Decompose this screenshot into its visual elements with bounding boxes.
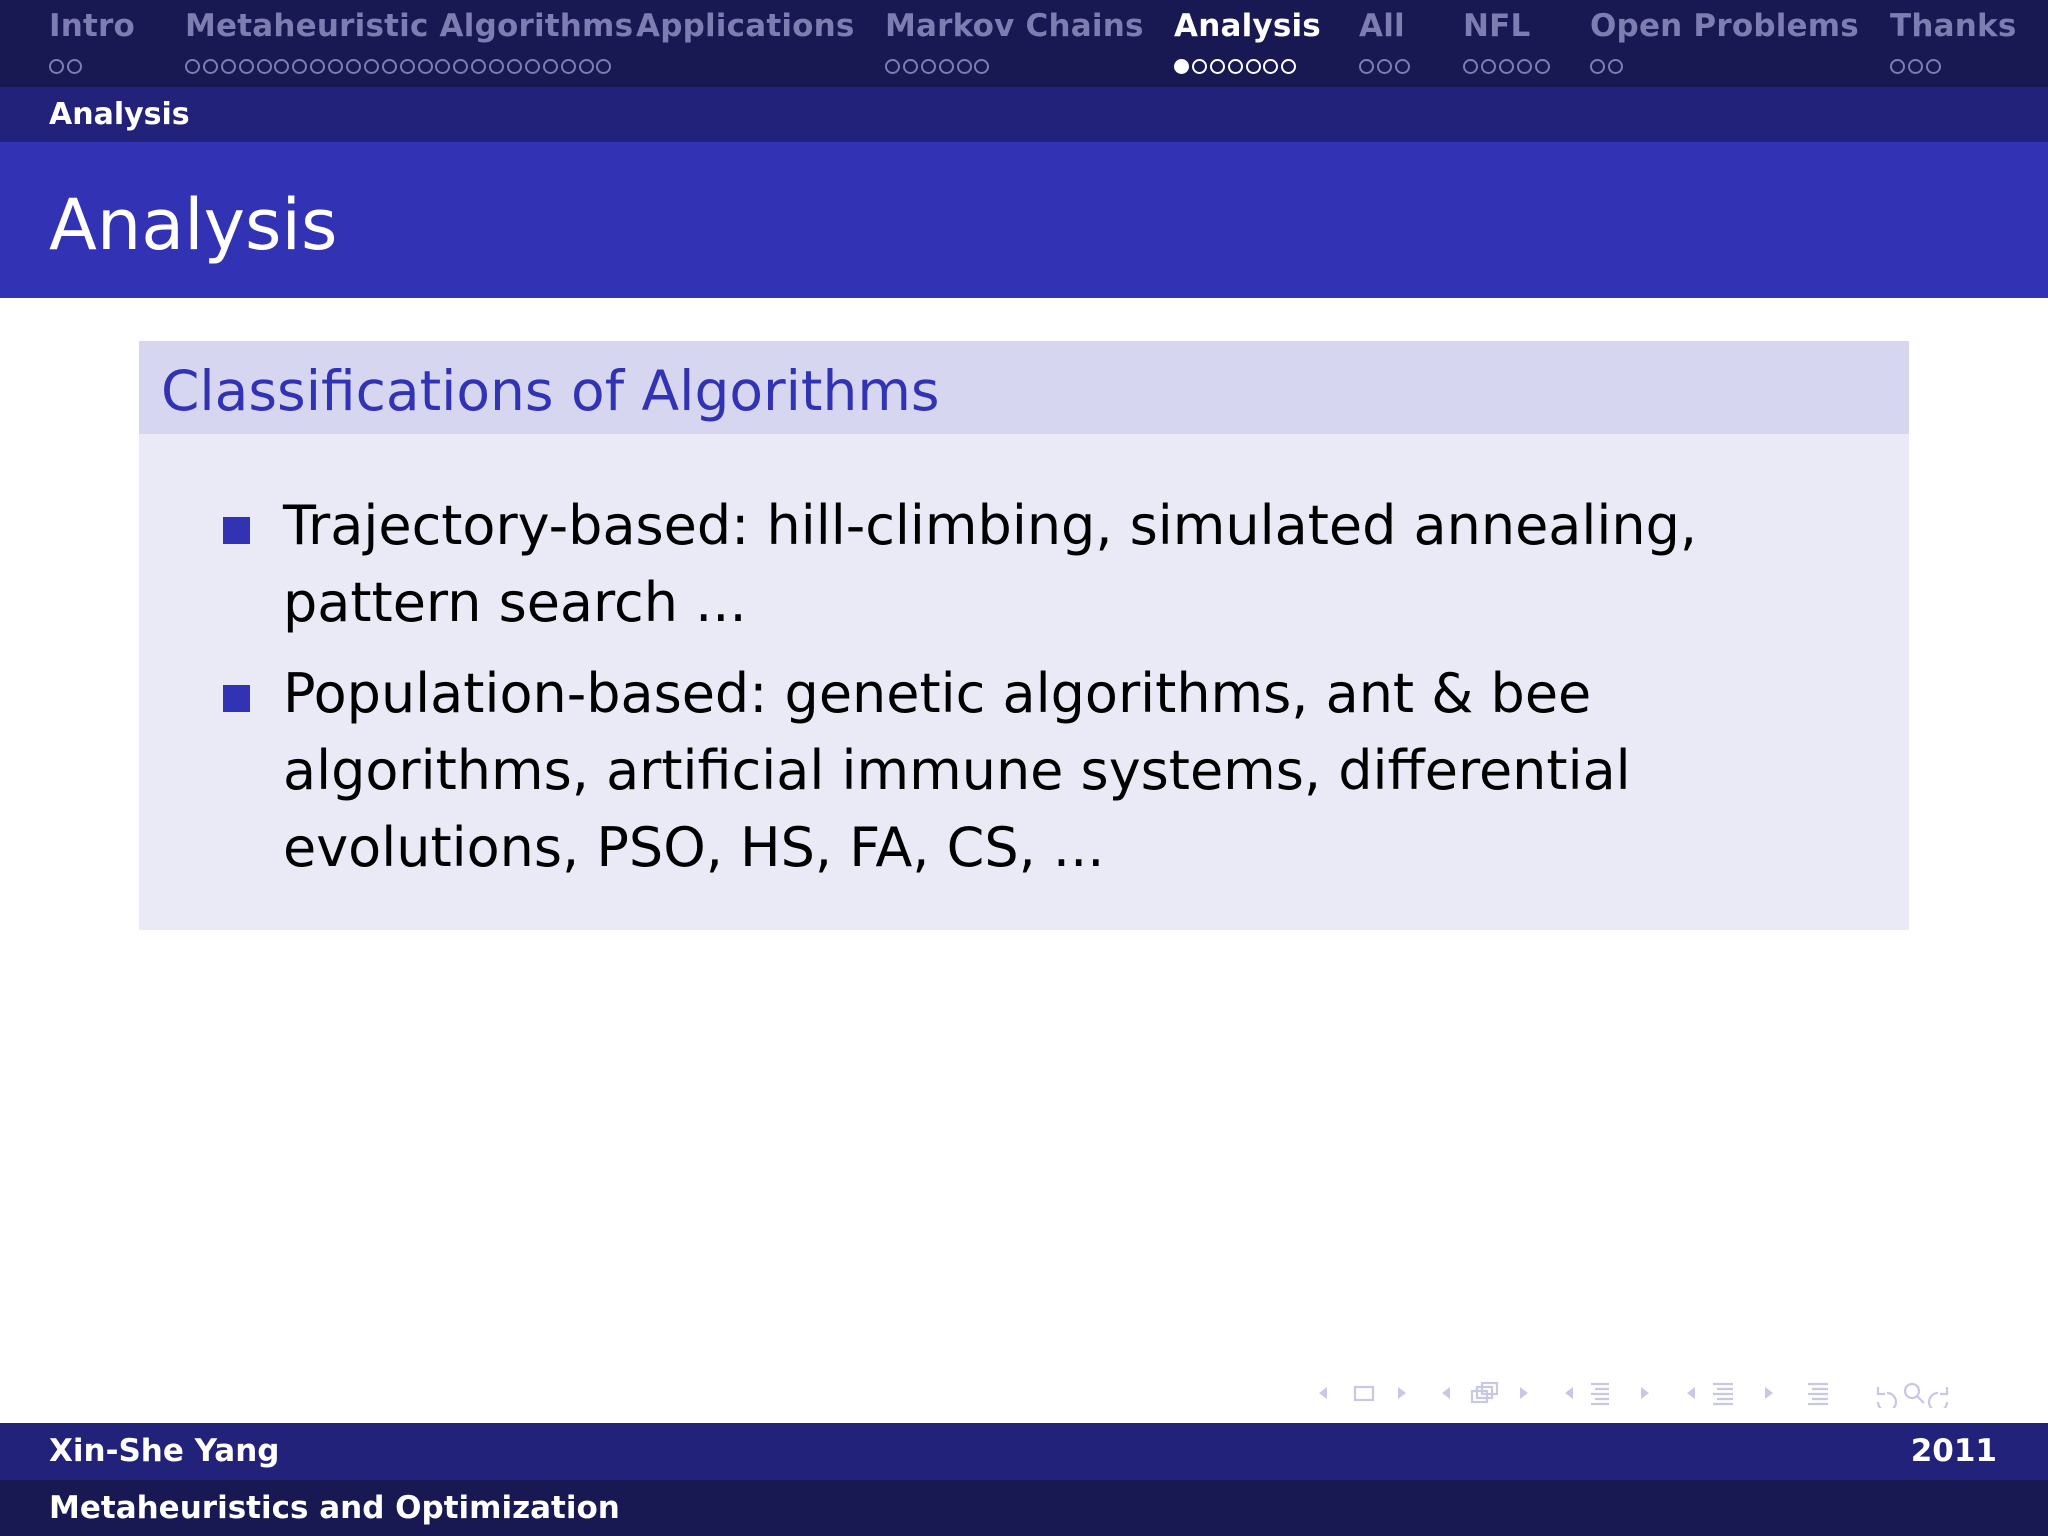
frame-dot[interactable] [310, 59, 325, 74]
frame-title-bar [0, 142, 2048, 298]
frame-dot[interactable] [400, 59, 415, 74]
frame-dot[interactable] [328, 59, 343, 74]
frame-dot[interactable] [579, 59, 594, 74]
square-bullet-icon [223, 517, 250, 544]
nav-label-nfl[interactable]: NFL [1463, 8, 1531, 44]
list-item-text: Trajectory-based: hill-climbing, simulated annealing, pattern search ... [283, 494, 1698, 634]
classification-block [139, 341, 1909, 930]
frame-dot[interactable] [1590, 59, 1605, 74]
frame-dot[interactable] [1263, 59, 1278, 74]
frame-dot[interactable] [1463, 59, 1478, 74]
appendix-icon[interactable] [1808, 1384, 1828, 1404]
frame-dot[interactable] [185, 59, 200, 74]
frame-dot[interactable] [903, 59, 918, 74]
frame-dot[interactable] [1499, 59, 1514, 74]
list-item [283, 655, 1863, 886]
frame-dot[interactable] [67, 59, 82, 74]
frame-dot[interactable] [274, 59, 289, 74]
footer-author: Xin-She Yang [49, 1433, 280, 1469]
undo-icon[interactable] [1878, 1387, 1896, 1408]
nav-label-all[interactable]: All [1359, 8, 1405, 44]
frame-dot[interactable] [49, 59, 64, 74]
frame-dot[interactable] [1174, 59, 1189, 74]
frame-dot[interactable] [525, 59, 540, 74]
frame-dot[interactable] [1908, 59, 1923, 74]
frame-icon[interactable] [1355, 1387, 1373, 1400]
frame-dot[interactable] [561, 59, 576, 74]
frame-dot[interactable] [221, 59, 236, 74]
document-nav-icon[interactable] [1687, 1384, 1773, 1404]
search-icon[interactable] [1905, 1384, 1924, 1403]
frame-dot[interactable] [382, 59, 397, 74]
frame-dot[interactable] [418, 59, 433, 74]
nav-label-open-problems[interactable]: Open Problems [1590, 8, 1859, 44]
beamer-navigation-symbols [1315, 1378, 2035, 1408]
frame-nav-icon[interactable] [1319, 1387, 1406, 1400]
subsection-bar [0, 87, 2048, 142]
frame-dot[interactable] [435, 59, 450, 74]
nav-dots-intro [49, 56, 85, 76]
frame-dot[interactable] [453, 59, 468, 74]
frame-dot[interactable] [885, 59, 900, 74]
list-item-text: Population-based: genetic algorithms, ant & bee algorithms, artificial immune systems, differential evolutions, PSO, HS, FA, CS, ... [283, 662, 1631, 879]
footer-title: Metaheuristics and Optimization [49, 1490, 620, 1526]
subsection-label[interactable]: Analysis [49, 97, 190, 132]
redo-icon[interactable] [1929, 1387, 1947, 1408]
nav-label-markov-chains[interactable]: Markov Chains [885, 8, 1144, 44]
square-bullet-icon [223, 685, 250, 712]
frame-dot[interactable] [1377, 59, 1392, 74]
frame-dot[interactable] [1517, 59, 1532, 74]
list-item [283, 487, 1863, 641]
frame-dot[interactable] [239, 59, 254, 74]
nav-label-metaheuristic-algorithms[interactable]: Metaheuristic Algorithms [185, 8, 634, 44]
nav-label-applications[interactable]: Applications [636, 8, 855, 44]
frame-dot[interactable] [203, 59, 218, 74]
nav-left-arrow-icon[interactable] [1319, 1387, 1327, 1399]
frame-dot[interactable] [507, 59, 522, 74]
frame-dot[interactable] [471, 59, 486, 74]
frame-dot[interactable] [1481, 59, 1496, 74]
frame-dot[interactable] [1281, 59, 1296, 74]
frame-dot[interactable] [543, 59, 558, 74]
frame-dot[interactable] [1890, 59, 1905, 74]
nav-dots-nfl [1463, 56, 1552, 76]
footer-year: 2011 [1910, 1433, 1997, 1469]
nav-dots-open-problems [1590, 56, 1626, 76]
frame-dot[interactable] [1535, 59, 1550, 74]
frame-dot[interactable] [257, 59, 272, 74]
frame-dot[interactable] [957, 59, 972, 74]
frame-dot[interactable] [1210, 59, 1225, 74]
navigation-bar [0, 0, 2048, 87]
frame-dot[interactable] [596, 59, 611, 74]
frame-dot[interactable] [1228, 59, 1243, 74]
nav-label-intro[interactable]: Intro [49, 8, 136, 44]
frame-dot[interactable] [1608, 59, 1623, 74]
subsection-nav-icon[interactable] [1442, 1383, 1528, 1402]
footer-author-bar [0, 1423, 2048, 1480]
frame-dot[interactable] [364, 59, 379, 74]
nav-dots-all [1359, 56, 1413, 76]
frame-dot[interactable] [1359, 59, 1374, 74]
frame-dot[interactable] [489, 59, 504, 74]
nav-dots-metaheuristic-algorithms [185, 56, 614, 76]
frame-dot[interactable] [1395, 59, 1410, 74]
nav-label-thanks[interactable]: Thanks [1890, 8, 2017, 44]
block-header [139, 341, 1909, 434]
nav-dots-analysis [1174, 56, 1299, 76]
frame-dot[interactable] [292, 59, 307, 74]
frame-dot[interactable] [1926, 59, 1941, 74]
footer-title-bar [0, 1480, 2048, 1536]
frame-dot[interactable] [921, 59, 936, 74]
nav-dots-markov-chains [885, 56, 992, 76]
frame-title: Analysis [49, 184, 338, 266]
nav-right-arrow-icon[interactable] [1398, 1387, 1406, 1399]
frame-dot[interactable] [939, 59, 954, 74]
frame-dot[interactable] [1246, 59, 1261, 74]
frame-dot[interactable] [346, 59, 361, 74]
navigation-symbols-graphic [1315, 1378, 2035, 1408]
section-nav-icon[interactable] [1565, 1384, 1649, 1404]
frame-dot[interactable] [974, 59, 989, 74]
nav-label-analysis[interactable]: Analysis [1174, 8, 1321, 44]
block-title: Classifications of Algorithms [161, 359, 940, 423]
frame-dot[interactable] [1192, 59, 1207, 74]
nav-dots-thanks [1890, 56, 1944, 76]
